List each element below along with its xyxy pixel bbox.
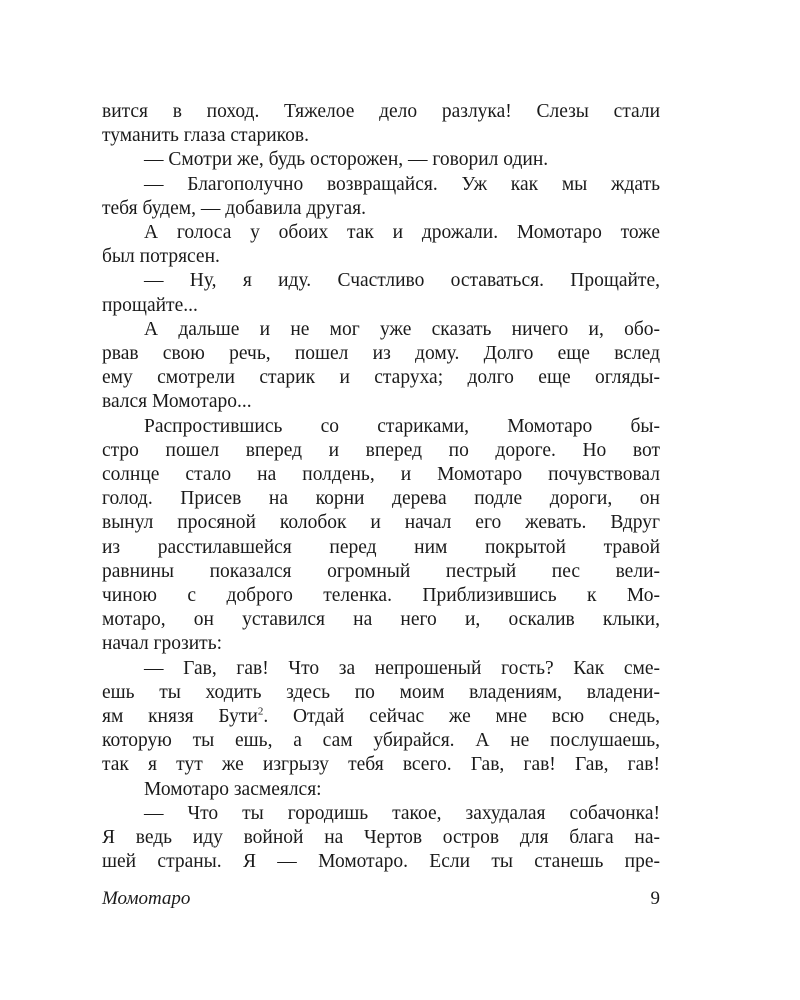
- text-line: А голоса у обоих так и дрожали. Момотаро тоже: [144, 222, 660, 244]
- text-line: — Смотри же, будь осторожен, — говорил один.: [144, 149, 549, 171]
- text-line: голод. Присев на корни дерева подле дороги, он: [102, 488, 660, 510]
- text-line: шей страны. Я — Момотаро. Если ты станешь пре-: [102, 851, 660, 873]
- page-number: 9: [650, 888, 660, 909]
- text-line: тебя будем, — добавила другая.: [102, 197, 367, 219]
- text-line: вался Момотаро...: [102, 391, 252, 413]
- text-line: начал грозить:: [102, 633, 223, 655]
- text-line: мотаро, он уставился на него и, оскалив клыки,: [102, 609, 660, 631]
- text-line: Момотаро засмеялся:: [144, 778, 322, 800]
- text-line: прощайте...: [102, 294, 198, 316]
- text-line: туманить глаза стариков.: [102, 125, 309, 147]
- text-line: рвав свою речь, пошел из дому. Долго еще вслед: [102, 343, 660, 365]
- running-title: Момотаро: [102, 888, 191, 909]
- text-line: — Благополучно возвращайся. Уж как мы ждать: [144, 173, 660, 195]
- text-line: стро пошел вперед и вперед по дороге. Но вот: [102, 439, 660, 461]
- body-text: [102, 100, 660, 875]
- text-line: — Гав, гав! Что за непрошеный гость? Как сме-: [144, 657, 660, 679]
- text-line: солнце стало на полдень, и Момотаро почувствовал: [102, 464, 660, 486]
- text-line: из расстилавшейся перед ним покрытой травой: [102, 536, 660, 558]
- text-line: ям князя Бути$^2$. Отдай сейчас же мне всю снедь,: [102, 705, 661, 728]
- text-line: был потрясен.: [102, 246, 220, 268]
- text-line: ешь ты ходить здесь по моим владениям, владени-: [102, 681, 660, 703]
- text-line: ему смотрели старик и старуха; долго еще огляды-: [102, 367, 660, 389]
- text-line: вится в поход. Тяжелое дело разлука! Слезы стали: [102, 101, 660, 122]
- text-line: вынул просяной колобок и начал его жевать. Вдруг: [102, 512, 660, 534]
- text-line: — Что ты городишь такое, захудалая собачонка!: [144, 802, 660, 824]
- footnote-marker: 2: [257, 705, 264, 718]
- text-line: Распростившись со стариками, Момотаро бы-: [144, 415, 660, 437]
- text-line: чиною с доброго теленка. Приблизившись к Мо-: [102, 585, 660, 607]
- text-line: так я тут же изгрызу тебя всего. Гав, гав! Гав, гав!: [102, 754, 660, 776]
- page-footer: [102, 888, 660, 910]
- text-line: которую ты ешь, а сам убирайся. А не послушаешь,: [102, 730, 660, 752]
- text-line: — Ну, я иду. Счастливо оставаться. Прощайте,: [144, 270, 660, 292]
- text-line: А дальше и не мог уже сказать ничего и, обо-: [144, 318, 660, 340]
- text-line: Я ведь иду войной на Чертов остров для блага на-: [102, 827, 660, 849]
- text-line: равнины показался огромный пестрый пес вели-: [102, 560, 660, 582]
